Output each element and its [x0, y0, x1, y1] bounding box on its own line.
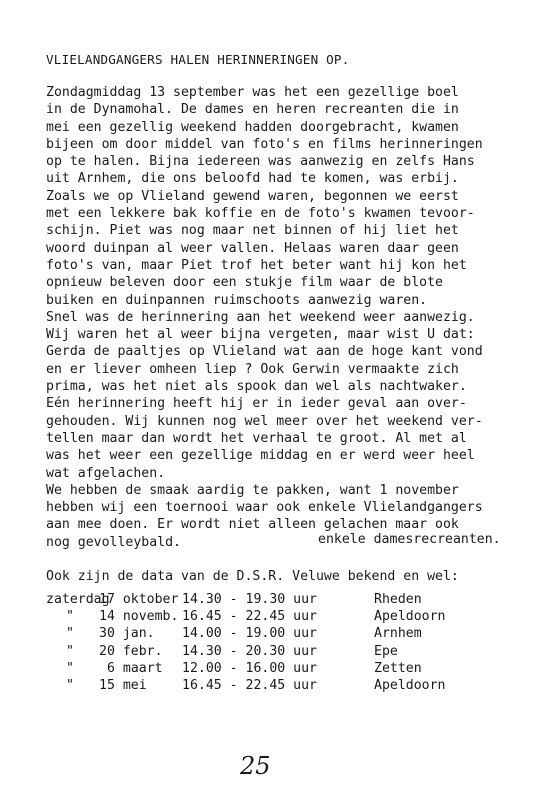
schedule-day: "	[66, 643, 74, 659]
schedule-date: 20 febr.	[99, 643, 163, 659]
body-line: buiken en duinpannen ruimschoots aanwezig waren.	[46, 292, 428, 308]
schedule-place: Apeldoorn	[374, 609, 446, 625]
body-line: Snel was de herinnering aan het weekend weer aanwezig.	[46, 309, 475, 325]
schedule-row	[46, 643, 398, 661]
schedule-time: 14.30 - 19.30 uur	[182, 592, 317, 607]
schedule-row	[46, 609, 446, 626]
schedule-row	[46, 660, 422, 678]
body-line: Zondagmiddag 13 september was het een gezellige boel	[46, 85, 459, 100]
page-number: 25	[240, 752, 271, 780]
schedule-place: Zetten	[374, 660, 422, 676]
schedule-date: 6 maart	[107, 660, 163, 676]
body-line: tellen maar dan wordt het verhaal te groot. Al met al	[46, 430, 467, 446]
body-line: gehouden. Wij kunnen nog wel meer over het weekend ver-	[46, 413, 483, 429]
schedule-time: 16.45 - 22.45 uur	[182, 609, 317, 625]
schedule-time: 12.00 - 16.00 uur	[182, 660, 317, 676]
body-line: uit Arnhem, die ons beloofd had te komen, was erbij.	[46, 171, 459, 187]
body-line: Zoals we op Vlieland gewend waren, begonnen we eerst	[46, 188, 459, 204]
body-line: We hebben de smaak aardig te pakken, want 1 november	[46, 482, 459, 498]
body-line: Wij waren het al weer bijna vergeten, maar wist U dat:	[46, 327, 475, 343]
schedule-row	[46, 592, 422, 609]
article-title: VLIELANDGANGERS HALEN HERINNERINGEN OP.	[46, 52, 350, 67]
body-line: wat afgelachen.	[46, 465, 166, 481]
body-line: opnieuw beleven door een stukje film waar de blote	[46, 275, 443, 291]
body-line: foto's van, maar Piet trof het beter want hij kon het	[46, 257, 467, 273]
schedule-date: 14 novemb.	[99, 609, 179, 625]
schedule-date: 17 oktober	[99, 592, 179, 607]
body-line: Gerda de paaltjes op Vlieland wat aan de hoge kant vond	[46, 344, 483, 360]
schedule-day: "	[66, 660, 74, 676]
schedule-row	[46, 677, 446, 695]
schedule-date: 15 mei	[99, 677, 147, 693]
body-line: bijeen om door middel van foto's en films herinneringen	[46, 136, 483, 152]
body-line: nog gevolleybald.	[46, 534, 181, 550]
schedule-table	[46, 592, 446, 695]
body-line: aan mee doen. Er wordt niet alleen gelachen maar ook	[46, 517, 459, 533]
schedule-place: Arnhem	[374, 626, 422, 642]
schedule-row	[46, 626, 422, 643]
schedule-place: Epe	[374, 643, 398, 659]
schedule-place: Rheden	[374, 592, 422, 607]
body-line: prima, was het niet als spook dan wel als nachtwaker.	[46, 379, 467, 395]
body-line: en er liever omheen liep ? Ook Gerwin vermaakte zich	[46, 361, 459, 377]
body-line: in de Dynamohal. De dames en heren recreanten die in	[46, 102, 459, 118]
article-body	[46, 84, 483, 551]
body-line: hebben wij een toernooi waar ook enkele Vlielandgangers	[46, 500, 483, 516]
schedule-place: Apeldoorn	[374, 677, 446, 693]
body-line: was het weer een gezellige middag en er werd weer heel	[46, 448, 475, 464]
schedule-day: zaterdag	[46, 592, 110, 607]
body-line: woord duinpan al weer vallen. Helaas waren daar geen	[46, 240, 459, 256]
schedule-time: 16.45 - 22.45 uur	[182, 677, 317, 693]
schedule-day: "	[66, 626, 74, 642]
signature: enkele damesrecreanten.	[318, 532, 501, 547]
schedule-day: "	[66, 609, 74, 625]
schedule-time: 14.30 - 20.30 uur	[182, 643, 317, 659]
body-line: met een lekkere bak koffie en de foto's kwamen tevoor-	[46, 206, 475, 222]
body-line: schijn. Piet was nog maar net binnen of hij liet het	[46, 223, 459, 239]
schedule-day: "	[66, 677, 74, 693]
body-line: mei een gezellig weekend hadden doorgebracht, kwamen	[46, 119, 459, 135]
schedule-time: 14.00 - 19.00 uur	[182, 626, 317, 642]
schedule-date: 30 jan.	[99, 626, 155, 642]
schedule-intro: Ook zijn de data van de D.S.R. Veluwe bekend en wel:	[46, 569, 459, 584]
body-line: Eén herinnering heeft hij er in ieder geval aan over-	[46, 396, 467, 412]
body-line: op te halen. Bijna iedereen was aanwezig en zelfs Hans	[46, 154, 475, 170]
